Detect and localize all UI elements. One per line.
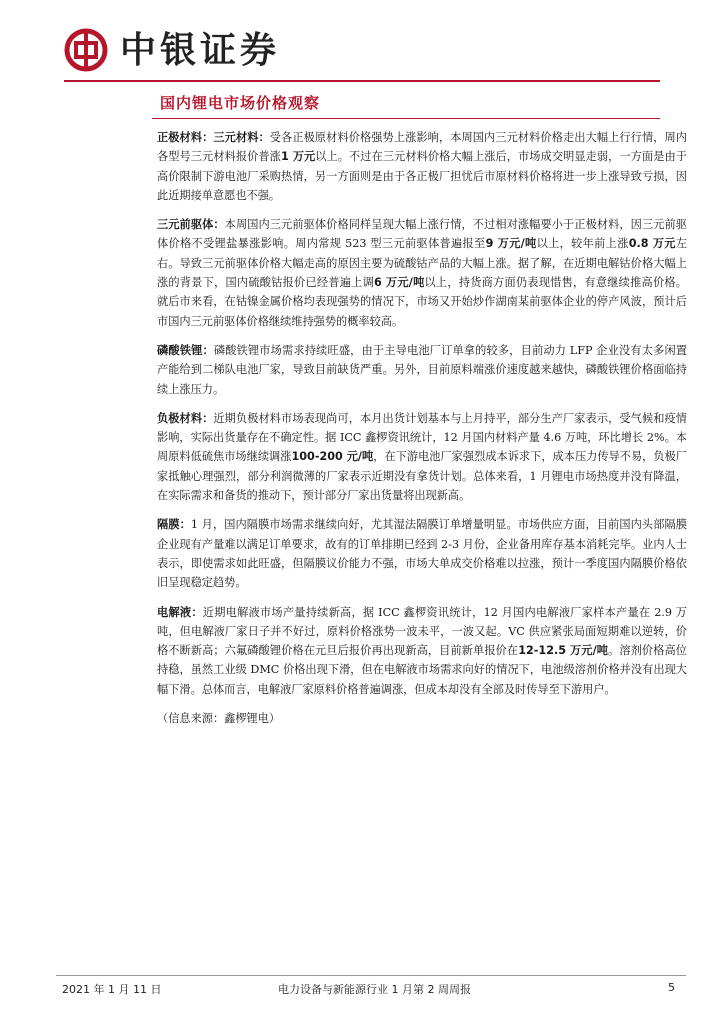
para-label: 电解液： [157, 605, 203, 619]
page-header [64, 22, 664, 80]
paragraph-anode [157, 409, 687, 505]
highlight-value: 0.8 万元 [628, 237, 676, 251]
header-divider [64, 80, 660, 82]
title-divider [152, 118, 660, 119]
paragraph-electrolyte [157, 603, 687, 699]
para-text: 以上，持货商方面仍表现惜售，有意继续推高价格。就后市来看，在钴镍金属价格均表现强势的情况下，市场又开始炒作湖南某前驱体企业的停产风波，预计后市国内三元前驱体价格继续维持强势的概率较高。 [157, 276, 687, 328]
highlight-value: 1 万元 [280, 150, 316, 164]
para-text: 磷酸铁锂市场需求持续旺盛，由于主导电池厂订单拿的较多，目前动力 LFP 企业没有太多闲置产能给到二梯队电池厂家，导致目前缺货严重。另外，目前原料端涨价速度越来越快，磷酸铁锂价格面临持续上涨压力。 [157, 343, 687, 396]
footer-divider [56, 975, 686, 976]
para-sublabel: 三元材料： [213, 131, 270, 144]
paragraph-cathode [157, 128, 687, 205]
para-text: 近期电解液市场产量持续新高，据 ICC 鑫椤资讯统计，12 月国内电解液厂家样本产量在 2.9 万吨，但电解液厂家日子并不好过，原料价格涨势一波未平，一波又起。VC 供应紧张局面短期难以逆转，价格不断新高；六氟磷酸锂价格在元旦后报价再出现新高，目前新单报价在 [157, 605, 687, 658]
footer-report-title: 电力设备与新能源行业 1 月第 2 周周报 [278, 983, 471, 996]
highlight-value: 100-200 元/吨 [291, 450, 374, 464]
para-text: 。溶剂价格高位持稳，虽然工业级 DMC 价格出现下滑，但在电解液市场需求向好的情况下，电池级溶剂价格并没有出现大幅下滑。总体而言，电解液厂家原料价格普遍调涨，但成本却没有全部及时传导至下游用户。 [157, 644, 687, 696]
para-text: 左右。导致三元前驱体价格大幅走高的原因主要为硫酸钴产品的大幅上涨。据了解，在近期电解钴价格大幅上涨的背景下，国内硫酸钴报价已经普遍上调 [157, 237, 688, 290]
para-text: ，在下游电池厂家强烈成本诉求下，成本压力传导不易，负极厂家抵触心理强烈，部分利润微薄的厂家表示近期没有拿货计划。总体来看，1 月锂电市场热度并没有降温，在实际需求和备货的推动下，预计部分厂家出货量将出现新高。 [157, 450, 687, 503]
para-text: 1 月，国内隔膜市场需求继续向好，尤其湿法隔膜订单增量明显。市场供应方面，目前国内头部隔膜企业现有产量难以满足订单要求，故有的订单排期已经到 2-3 月份，企业备用库存基本消耗完毕。业内人士表示，即使需求如此旺盛，但隔膜议价能力不强，市场大单成交价格难以拉涨，预计一季度国内隔膜价格依旧呈现稳定趋势。 [157, 518, 687, 590]
para-label: 三元前驱体： [157, 218, 225, 232]
bank-of-china-logo-icon [64, 28, 108, 72]
footer-date: 2021 年 1 月 11 日 [62, 983, 162, 996]
paragraph-precursor [157, 215, 687, 331]
para-text: 以上。不过在三元材料价格大幅上涨后，市场成交明显走弱，一方面是由于高价限制下游电池厂采购热情，另一方面则是由于各正极厂担忧后市原材料价格将进一步上涨导致亏损，因此近期接单意愿也不强。 [157, 150, 687, 202]
para-text: 受各正极原材料价格强势上涨影响，本周国内三元材料价格走出大幅上行行情，周内各型号三元材料报价普涨 [157, 131, 687, 164]
highlight-value: 12-12.5 万元/吨 [518, 644, 609, 658]
highlight-value: 6 万元/吨 [374, 276, 425, 290]
para-label: 磷酸铁锂： [157, 343, 214, 357]
para-text: 本周国内三元前驱体价格同样呈现大幅上涨行情，不过相对涨幅要小于正极材料，因三元前驱体价格不受锂盐暴涨影响。周内常规 523 型三元前驱体普遍报至 [157, 218, 687, 251]
source-note: （信息来源：鑫椤锂电） [157, 712, 281, 726]
para-text: 近期负极材料市场表现尚可，本月出货计划基本与上月持平，部分生产厂家表示，受气候和疫情影响，实际出货量存在不确定性。据 ICC 鑫椤资讯统计，12 月国内材料产量 4.6 万吨，环比增长 2%。本周原料低硫焦市场继续调涨 [157, 411, 687, 464]
para-label: 正极材料： [157, 131, 214, 144]
para-label: 负极材料： [157, 411, 214, 425]
brand-name: 中银证券 [120, 29, 281, 71]
page-number: 5 [668, 981, 675, 994]
highlight-value: 9 万元/吨 [485, 237, 537, 251]
section-title: 国内锂电市场价格观察 [160, 94, 321, 112]
paragraph-separator [157, 515, 687, 592]
para-text: 以上，较年前上涨 [536, 237, 629, 251]
para-label: 隔膜： [157, 518, 191, 532]
article-body [157, 128, 687, 738]
paragraph-lfp [157, 341, 687, 399]
